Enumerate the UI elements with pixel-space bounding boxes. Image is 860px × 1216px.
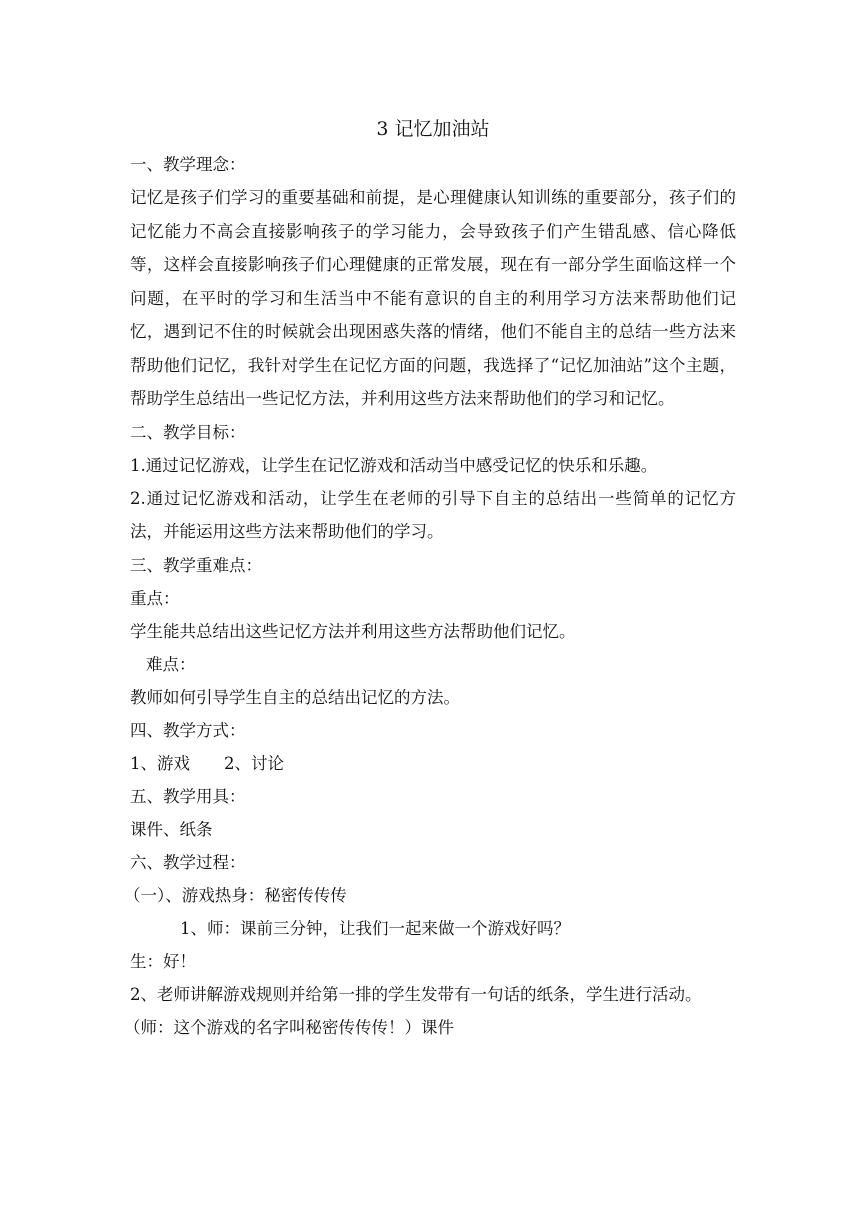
teaching-tools-body: 课件、纸条 — [130, 819, 213, 839]
document-title: 3 记忆加油站 — [376, 118, 490, 140]
teaching-goal-item: 2.通过记忆游戏和活动，让学生在老师的引导下自主的总结出一些简单的记忆方法，并能运用这些方法来帮助他们的学习。 — [130, 488, 736, 541]
section-heading-teaching-process: 六、教学过程： — [130, 852, 246, 872]
process-note: （师：这个游戏的名字叫秘密传传传！）课件 — [124, 1017, 454, 1037]
section-heading-teaching-methods: 四、教学方式： — [130, 720, 246, 740]
section-heading-teaching-philosophy: 一、教学理念： — [130, 155, 246, 174]
difficulty-body: 教师如何引导学生自主的总结出记忆的方法。 — [130, 687, 460, 707]
process-subheading: （一）、游戏热身：秘密传传传 — [124, 885, 347, 905]
difficulty-label: 难点： — [146, 654, 196, 674]
teaching-method-item: 2、讨论 — [224, 753, 284, 773]
teaching-method-item: 1、游戏 — [130, 753, 190, 773]
key-point-body: 学生能共总结出这些记忆方法并利用这些方法帮助他们记忆。 — [130, 621, 576, 641]
teaching-philosophy-body: 记忆是孩子们学习的重要基础和前提，是心理健康认知训练的重要部分，孩子们的记忆能力不高会直接影响孩子的学习能力，会导致孩子们产生错乱感、信心降低等，这样会直接影响孩子们心理健康的正常发展，现在有一部分学生面临这样一个问题，在平时的学习和生活当中不能有意识的自主的利用学习方法来帮助他们记忆，遇到记不住的时候就会出现困惑失落的情绪，他们不能自主的总结一些方法来帮助他们记忆，我针对学生在记忆方面的问题，我选择了“记忆加油站”这个主题，帮助学生总结出一些记忆方法，并利用这些方法来帮助他们的学习和记忆。 — [130, 188, 736, 408]
process-step: 1、师：课前三分钟，让我们一起来做一个游戏好吗？ — [180, 918, 570, 938]
student-reply: 生：好！ — [130, 951, 196, 971]
key-point-label: 重点： — [130, 588, 180, 608]
section-heading-key-points: 三、教学重难点： — [130, 555, 262, 575]
process-step: 2、老师讲解游戏规则并给第一排的学生发带有一句话的纸条，学生进行活动。 — [130, 984, 702, 1004]
document-page — [124, 112, 736, 1044]
section-heading-teaching-goals: 二、教学目标： — [130, 422, 246, 442]
section-heading-teaching-tools: 五、教学用具： — [130, 786, 246, 806]
teaching-methods-list — [130, 747, 736, 780]
teaching-goal-item: 1.通过记忆游戏，让学生在记忆游戏和活动当中感受记忆的快乐和乐趣。 — [130, 455, 658, 475]
